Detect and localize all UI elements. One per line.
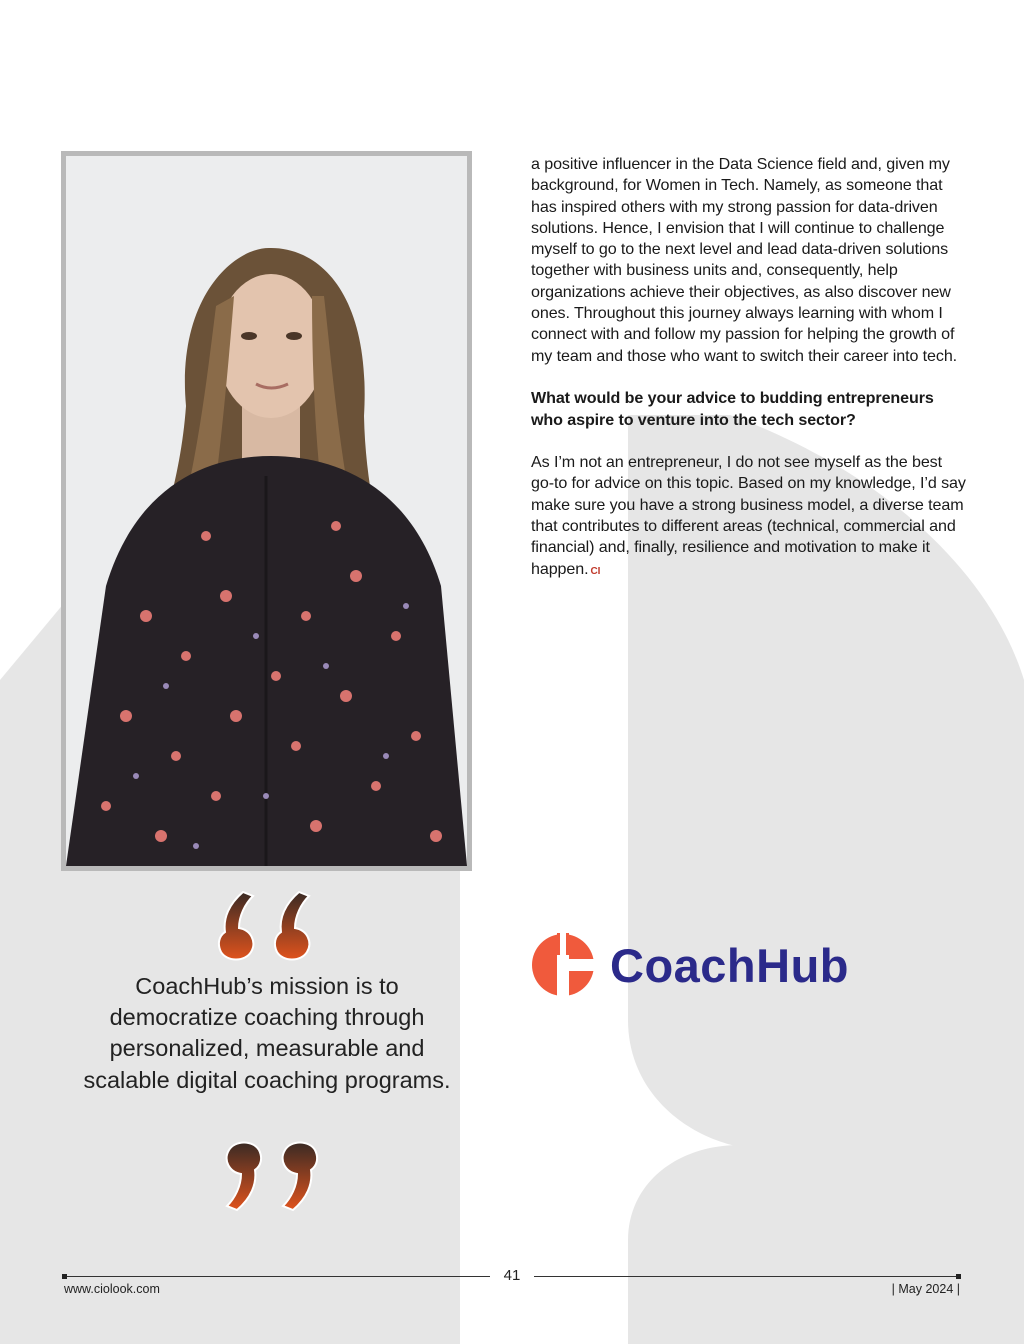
- footer-rule-endpoint: [956, 1274, 961, 1279]
- pull-quote-text: CoachHub’s mission is to democratize coaching through personalized, measurable and scalable digital coaching programs.: [83, 973, 451, 1093]
- article-body: [531, 154, 967, 603]
- open-quote-icon: [215, 890, 319, 962]
- logo-wordmark: CoachHub: [610, 938, 849, 992]
- answer-text: As I’m not an entrepreneur, I do not see myself as the best go-to for advice on this topic. Based on my knowledge, I’d say make sure you have a strong business model, a diverse team that contributes to different areas (technical, commercial and financial) and, finally, resilience and motivation to make it happen.: [531, 453, 966, 578]
- portrait-photo: [61, 151, 472, 871]
- coachhub-logo-icon: [531, 933, 595, 997]
- close-quote-icon: [215, 1140, 319, 1212]
- coachhub-logo: [531, 930, 849, 1000]
- interview-answer: [531, 452, 967, 582]
- interview-question: What would be your advice to budding entrepreneurs who aspire to venture into the tech sector?: [531, 389, 934, 429]
- footer-date: | May 2024 |: [891, 1282, 960, 1296]
- footer-rule-endpoint: [62, 1274, 67, 1279]
- footer-website: www.ciolook.com: [64, 1282, 160, 1296]
- article-paragraph: a positive influencer in the Data Science field and, given my background, for Women in Tech. Namely, as someone that has inspired others with my strong passion for data-driven solutions. Hence, I envision that I will continue to challenge myself to go to the next level and lead data-driven solutions together with business units and, consequently, help organizations achieve their objectives, as also discover new ones. Throughout this journey always learning with whom I connect with and follow my passion for helping the growth of my team and those who want to switch their career into tech.: [531, 155, 958, 365]
- page-number: 41: [490, 1266, 534, 1286]
- end-mark-icon: CI: [590, 565, 601, 577]
